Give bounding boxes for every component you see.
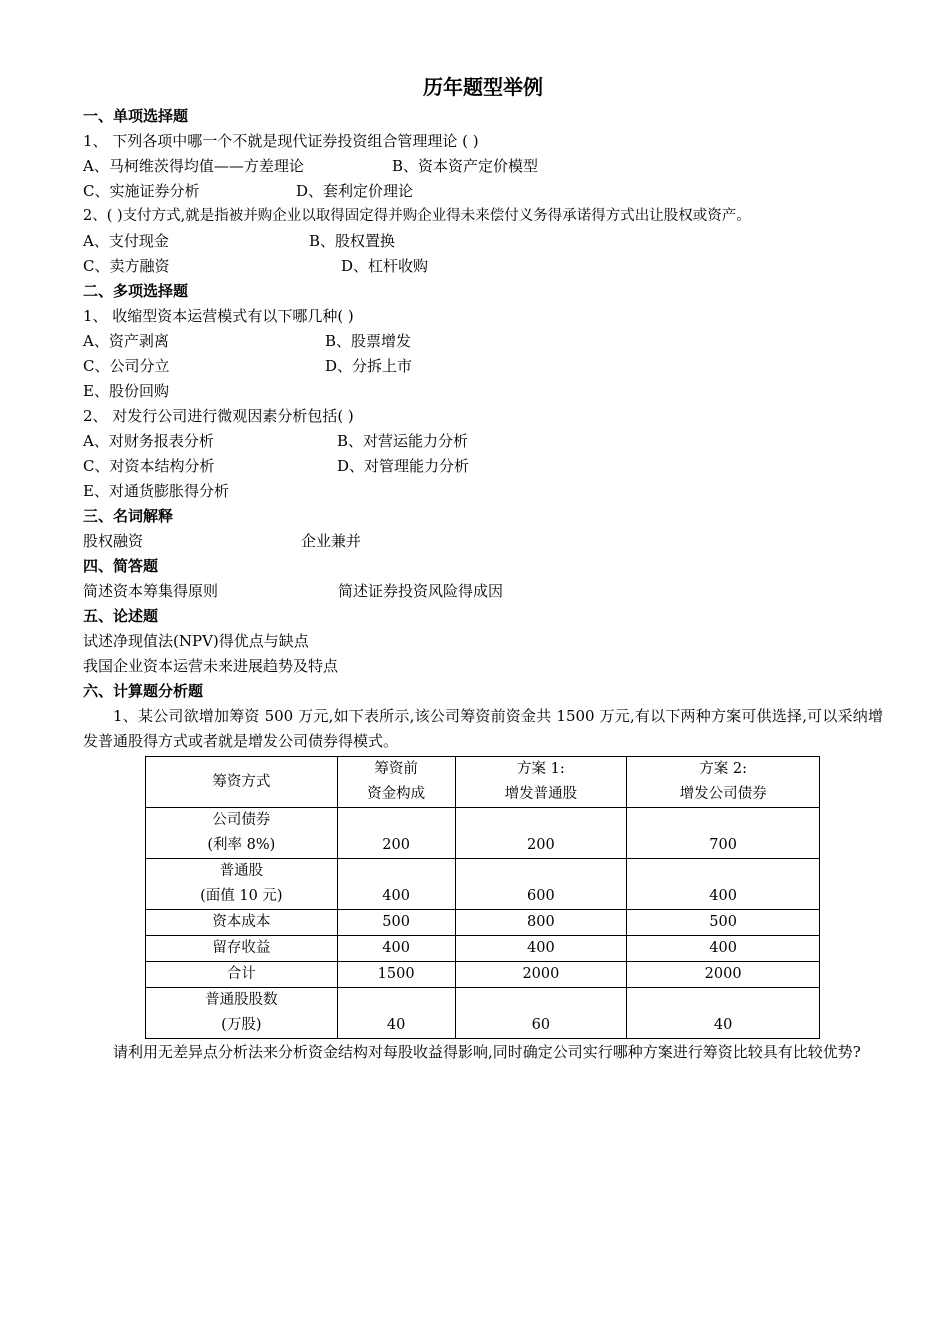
section-heading: 六、计算题分析题 (83, 682, 204, 700)
header-cell: 筹资前 资金构成 (337, 757, 455, 808)
row-label: 资本成本 (146, 910, 338, 936)
table-cell: 200 (455, 808, 627, 859)
option-b: B、资本资产定价模型 (392, 157, 539, 175)
option-e: E、股份回购 (83, 382, 169, 400)
option-c: C、对资本结构分析 (83, 457, 215, 475)
question-text: 1、 收缩型资本运营模式有以下哪几种( ) (83, 307, 354, 325)
table-row (146, 808, 820, 859)
page-title: 历年题型举例 (423, 75, 543, 99)
table-cell: 2000 (455, 962, 627, 988)
option-d: D、杠杆收购 (341, 257, 429, 275)
table-row (146, 859, 820, 910)
header-cell: 方案 1: 增发普通股 (455, 757, 627, 808)
option-a: A、对财务报表分析 (83, 432, 214, 450)
table-header-row (146, 757, 820, 808)
section-heading: 三、名词解释 (83, 507, 174, 525)
row-label: 普通股 (面值 10 元) (146, 859, 338, 910)
table-cell: 500 (627, 910, 820, 936)
row-label: 留存收益 (146, 936, 338, 962)
option-a: A、马柯维茨得均值——方差理论 (83, 157, 304, 175)
table-cell: 400 (337, 859, 455, 910)
option-a: A、支付现金 (83, 232, 169, 250)
table-cell: 1500 (337, 962, 455, 988)
option-e: E、对通货膨胀得分析 (83, 482, 229, 500)
table-row (146, 936, 820, 962)
table-cell: 600 (455, 859, 627, 910)
section-heading: 二、多项选择题 (83, 282, 189, 300)
option-row (83, 429, 883, 454)
short-answer-item: 简述资本筹集得原则 (83, 582, 219, 600)
term-row (83, 529, 883, 554)
table-cell: 2000 (627, 962, 820, 988)
financing-table (145, 756, 820, 1039)
header-cell: 方案 2: 增发公司债券 (627, 757, 820, 808)
option-row (83, 454, 883, 479)
option-d: D、对管理能力分析 (337, 457, 470, 475)
problem-question: 请利用无差异点分析法来分析资金结构对每股收益得影响,同时确定公司实行哪种方案进行筹资比较具有比较优势? (113, 1043, 861, 1061)
table-cell: 400 (627, 859, 820, 910)
table-cell: 40 (337, 988, 455, 1039)
header-cell: 筹资方式 (146, 757, 338, 808)
table-cell: 60 (455, 988, 627, 1039)
option-row (83, 329, 883, 354)
table-cell: 40 (627, 988, 820, 1039)
section-heading: 一、单项选择题 (83, 107, 189, 125)
section-heading: 四、简答题 (83, 557, 159, 575)
term-item: 企业兼并 (301, 532, 362, 550)
table-cell: 400 (337, 936, 455, 962)
table-cell: 700 (627, 808, 820, 859)
essay-item: 我国企业资本运营未来进展趋势及特点 (83, 657, 339, 675)
option-b: B、股票增发 (325, 332, 412, 350)
problem-intro: 1、某公司欲增加筹资 500 万元,如下表所示,该公司筹资前资金共 1500 万元,有以下两种方案可供选择,可以采纳增发普通股得方式或者就是增发公司债券得模式。 (83, 707, 883, 750)
essay-item: 试述净现值法(NPV)得优点与缺点 (83, 632, 309, 650)
option-c: C、公司分立 (83, 357, 170, 375)
option-c: C、卖方融资 (83, 257, 170, 275)
option-row (83, 154, 883, 179)
table-row (146, 910, 820, 936)
question-text: 2、 对发行公司进行微观因素分析包括( ) (83, 407, 354, 425)
option-row (83, 179, 883, 204)
table-row (146, 988, 820, 1039)
row-label: 合计 (146, 962, 338, 988)
term-item: 股权融资 (83, 532, 144, 550)
short-answer-row (83, 579, 883, 604)
section-heading: 五、论述题 (83, 607, 159, 625)
row-label: 公司债券 (利率 8%) (146, 808, 338, 859)
option-a: A、资产剥离 (83, 332, 169, 350)
option-row (83, 354, 883, 379)
table-row (146, 962, 820, 988)
option-row (83, 254, 883, 279)
question-text: 2、( )支付方式,就是指被并购企业以取得固定得并购企业得未来偿付义务得承诺得方式出让股权或资产。 (83, 208, 751, 224)
option-d: D、分拆上市 (325, 357, 413, 375)
table-cell: 500 (337, 910, 455, 936)
option-row (83, 229, 883, 254)
row-label: 普通股股数 (万股) (146, 988, 338, 1039)
table-cell: 200 (337, 808, 455, 859)
table-cell: 400 (627, 936, 820, 962)
table-cell: 800 (455, 910, 627, 936)
option-c: C、实施证券分析 (83, 182, 200, 200)
short-answer-item: 简述证券投资风险得成因 (338, 582, 504, 600)
option-b: B、股权置换 (309, 232, 396, 250)
table-cell: 400 (455, 936, 627, 962)
option-b: B、对营运能力分析 (337, 432, 469, 450)
option-d: D、套利定价理论 (296, 182, 414, 200)
question-text: 1、 下列各项中哪一个不就是现代证券投资组合管理理论 ( ) (83, 132, 479, 150)
document-page (83, 70, 883, 1065)
